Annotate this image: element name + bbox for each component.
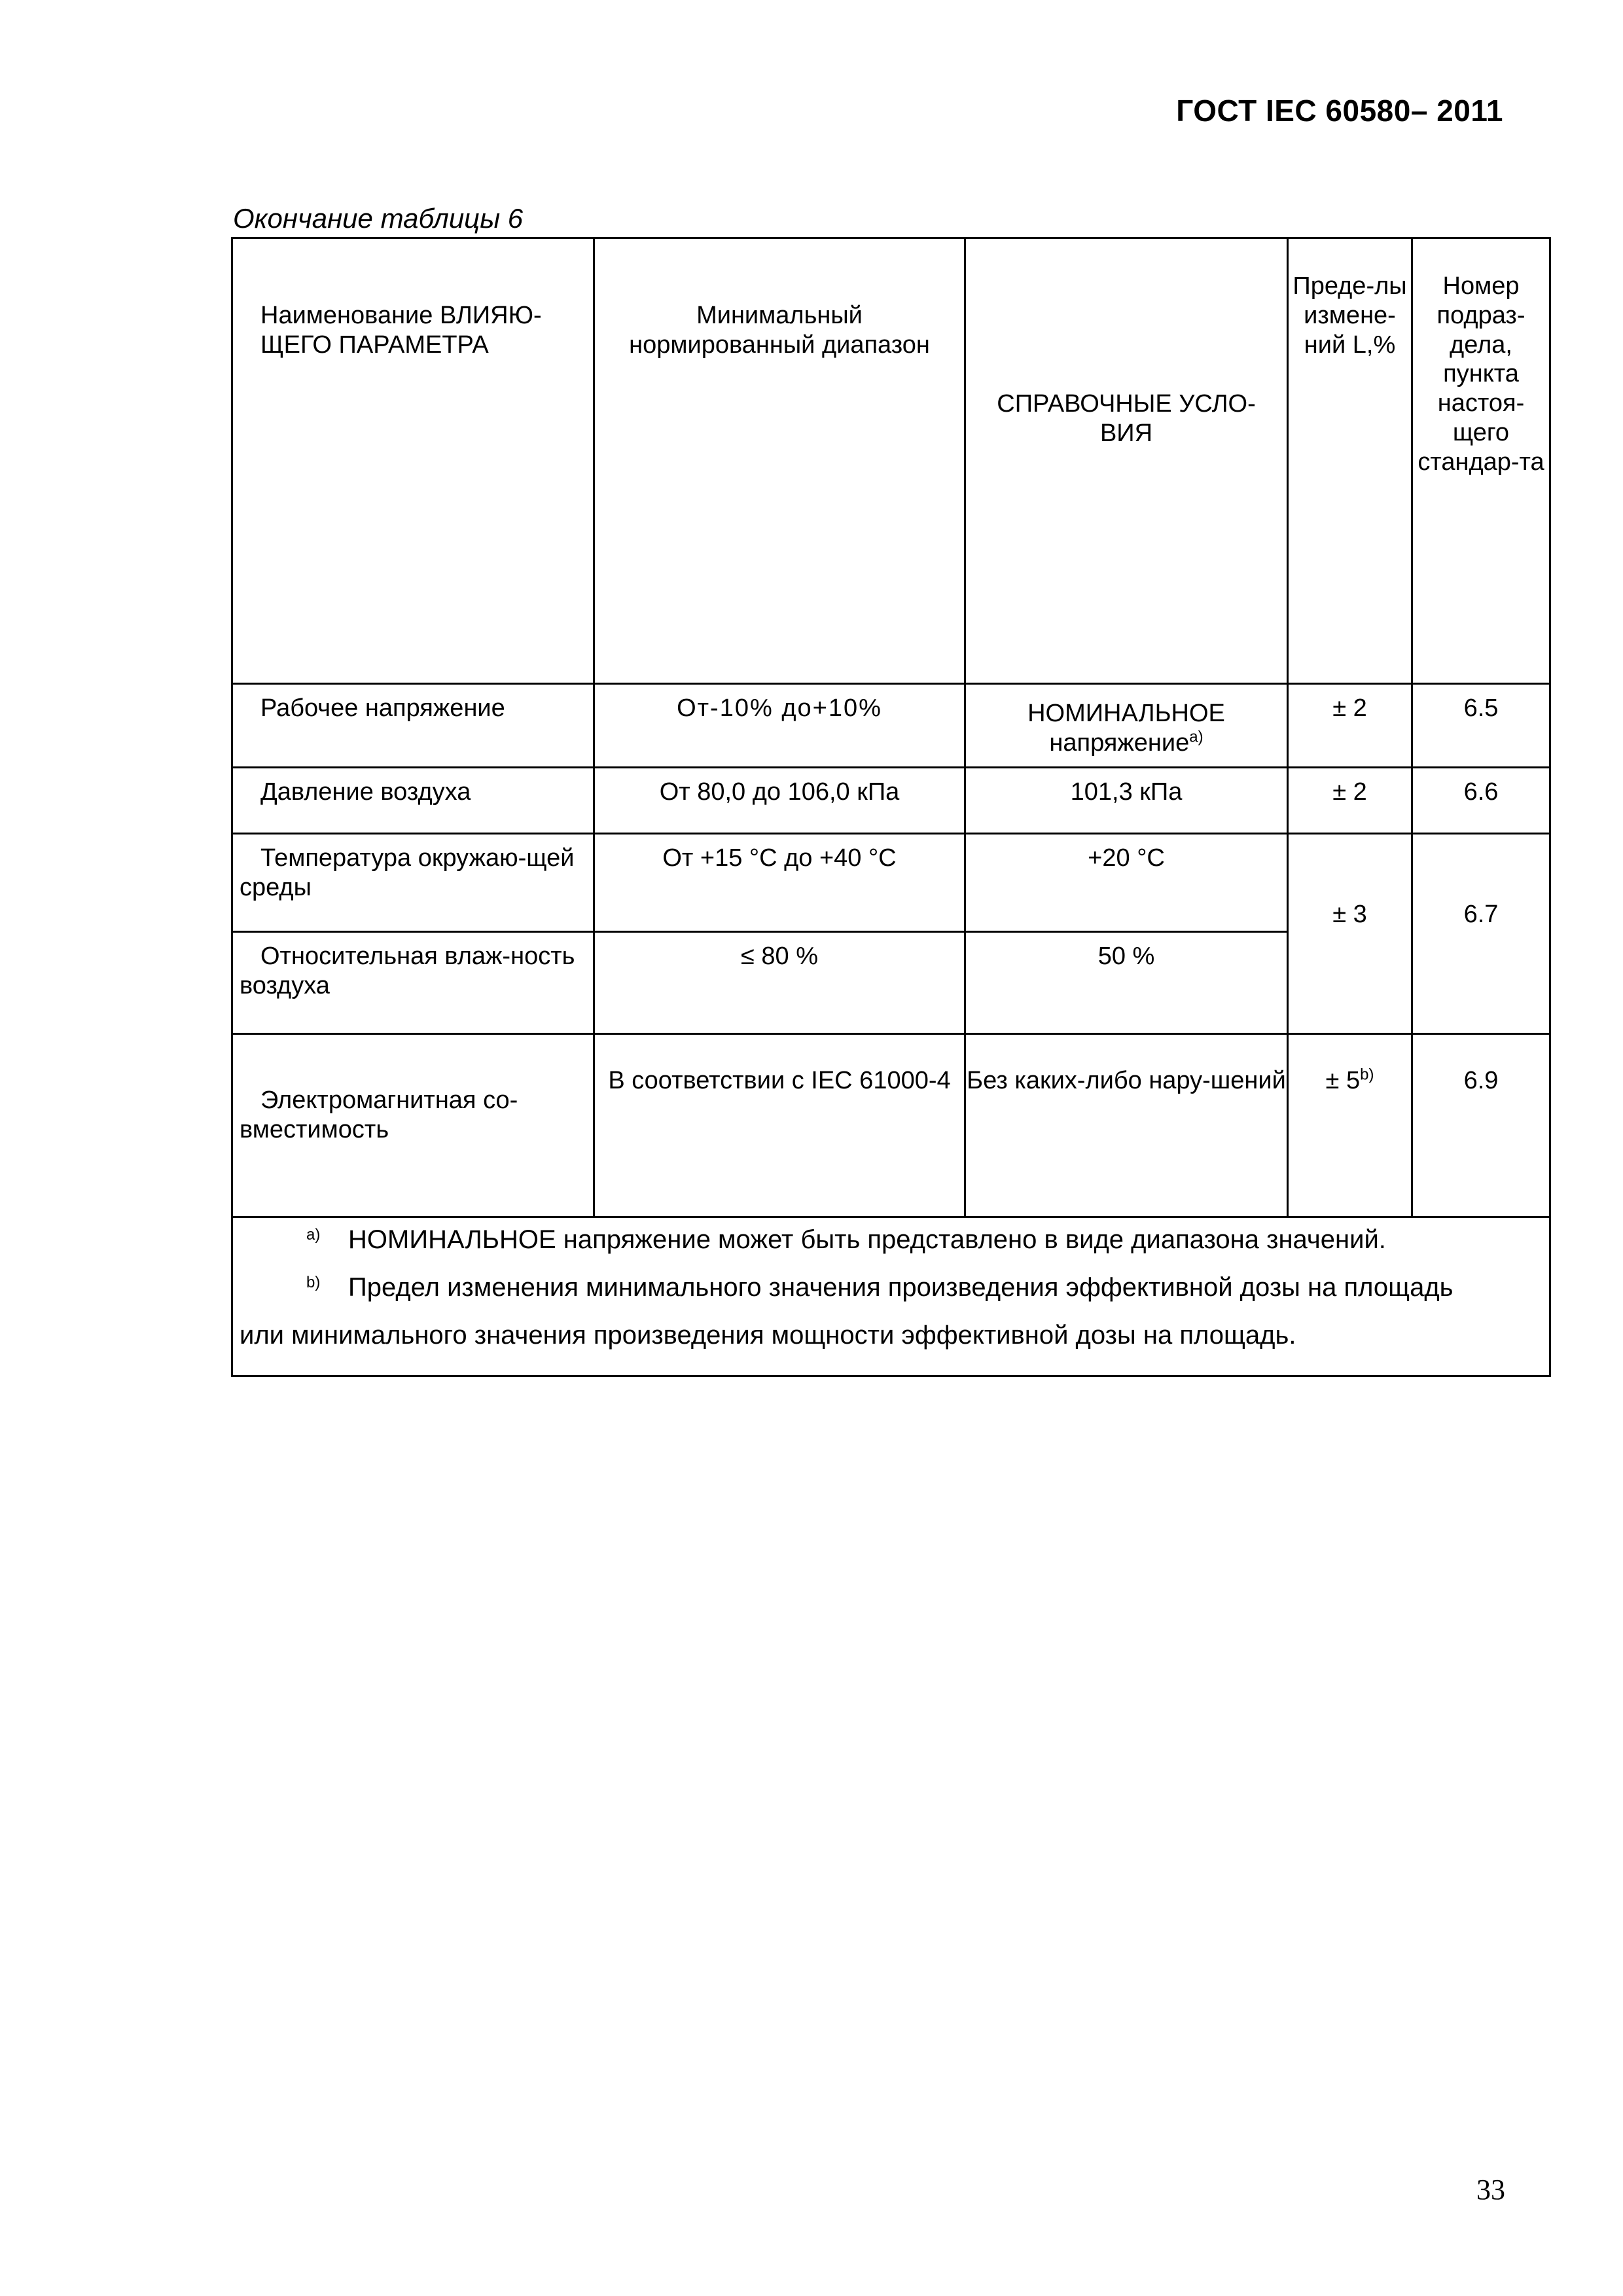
header-clause-number: Номер подраз-дела, пункта настоя-щего стандар-та [1412,238,1550,684]
limit-air-pressure: ± 2 [1288,768,1412,834]
range-air-pressure: От 80,0 до 106,0 кПа [594,768,965,834]
clause-air-pressure: 6.6 [1412,768,1550,834]
footnotes-row [232,1217,1550,1376]
table-row [232,684,1550,768]
clause-emc: 6.9 [1412,1034,1550,1217]
footnote-ref-b: b) [1360,1066,1374,1084]
table-row [232,1034,1550,1217]
footnote-ref-a: a) [1189,728,1204,746]
ref-emc: Без каких-либо нару-шений [965,1034,1288,1217]
clause-operating-voltage: 6.5 [1412,684,1550,768]
param-air-pressure: Давление воздуха [232,768,594,834]
header-min-range: Минимальный нормированный диапазон [594,238,965,684]
footnote-b-mark: b) [306,1274,321,1292]
ref-ambient-temperature: +20 °С [965,834,1288,932]
header-change-limits: Преде-лы измене-ний L,% [1288,238,1412,684]
range-emc: В соответствии с IEC 61000-4 [594,1034,965,1217]
table-caption: Окончание таблицы 6 [233,203,524,234]
footnotes-cell [232,1217,1550,1376]
footnote-b [233,1255,1549,1303]
range-relative-humidity: ≤ 80 % [594,932,965,1034]
param-relative-humidity: Относительная влаж-ность воздуха [232,932,594,1034]
table-row [232,834,1550,932]
table-row [232,768,1550,834]
header-reference-conditions: СПРАВОЧНЫЕ УСЛО-ВИЯ [965,238,1288,684]
param-emc: Электромагнитная со-вместимость [232,1034,594,1217]
limit-operating-voltage: ± 2 [1288,684,1412,768]
ref-operating-voltage-text: НОМИНАЛЬНОЕ напряжение [1027,700,1225,757]
header-parameter: Наименование ВЛИЯЮ-ЩЕГО ПАРАМЕТРА [232,238,594,684]
footnote-a [233,1218,1549,1255]
footnote-a-mark: a) [306,1226,321,1244]
ref-operating-voltage [965,684,1288,768]
range-ambient-temperature: От +15 °С до +40 °С [594,834,965,932]
limit-temperature-humidity: ± 3 [1288,834,1412,1034]
footnote-a-text: НОМИНАЛЬНОЕ напряжение может быть представлено в виде диапазона значений. [348,1225,1386,1254]
table-header-row [232,238,1550,684]
ref-air-pressure: 101,3 кПа [965,768,1288,834]
range-operating-voltage: От-10% до+10% [594,684,965,768]
limit-emc-text: ± 5 [1325,1067,1361,1094]
param-operating-voltage: Рабочее напряжение [232,684,594,768]
page-number: 33 [1476,2174,1505,2206]
param-ambient-temperature: Температура окружаю-щей среды [232,834,594,932]
footnote-b-text: Предел изменения минимального значения произведения эффективной дозы на площадь [348,1273,1454,1302]
document-code: ГОСТ IEC 60580– 2011 [1176,94,1503,128]
influence-parameters-table [231,237,1551,1377]
ref-relative-humidity: 50 % [965,932,1288,1034]
limit-emc [1288,1034,1412,1217]
clause-temperature-humidity: 6.7 [1412,834,1550,1034]
footnote-b-continuation: или минимального значения произведения мощности эффективной дозы на площадь. [240,1321,1296,1350]
